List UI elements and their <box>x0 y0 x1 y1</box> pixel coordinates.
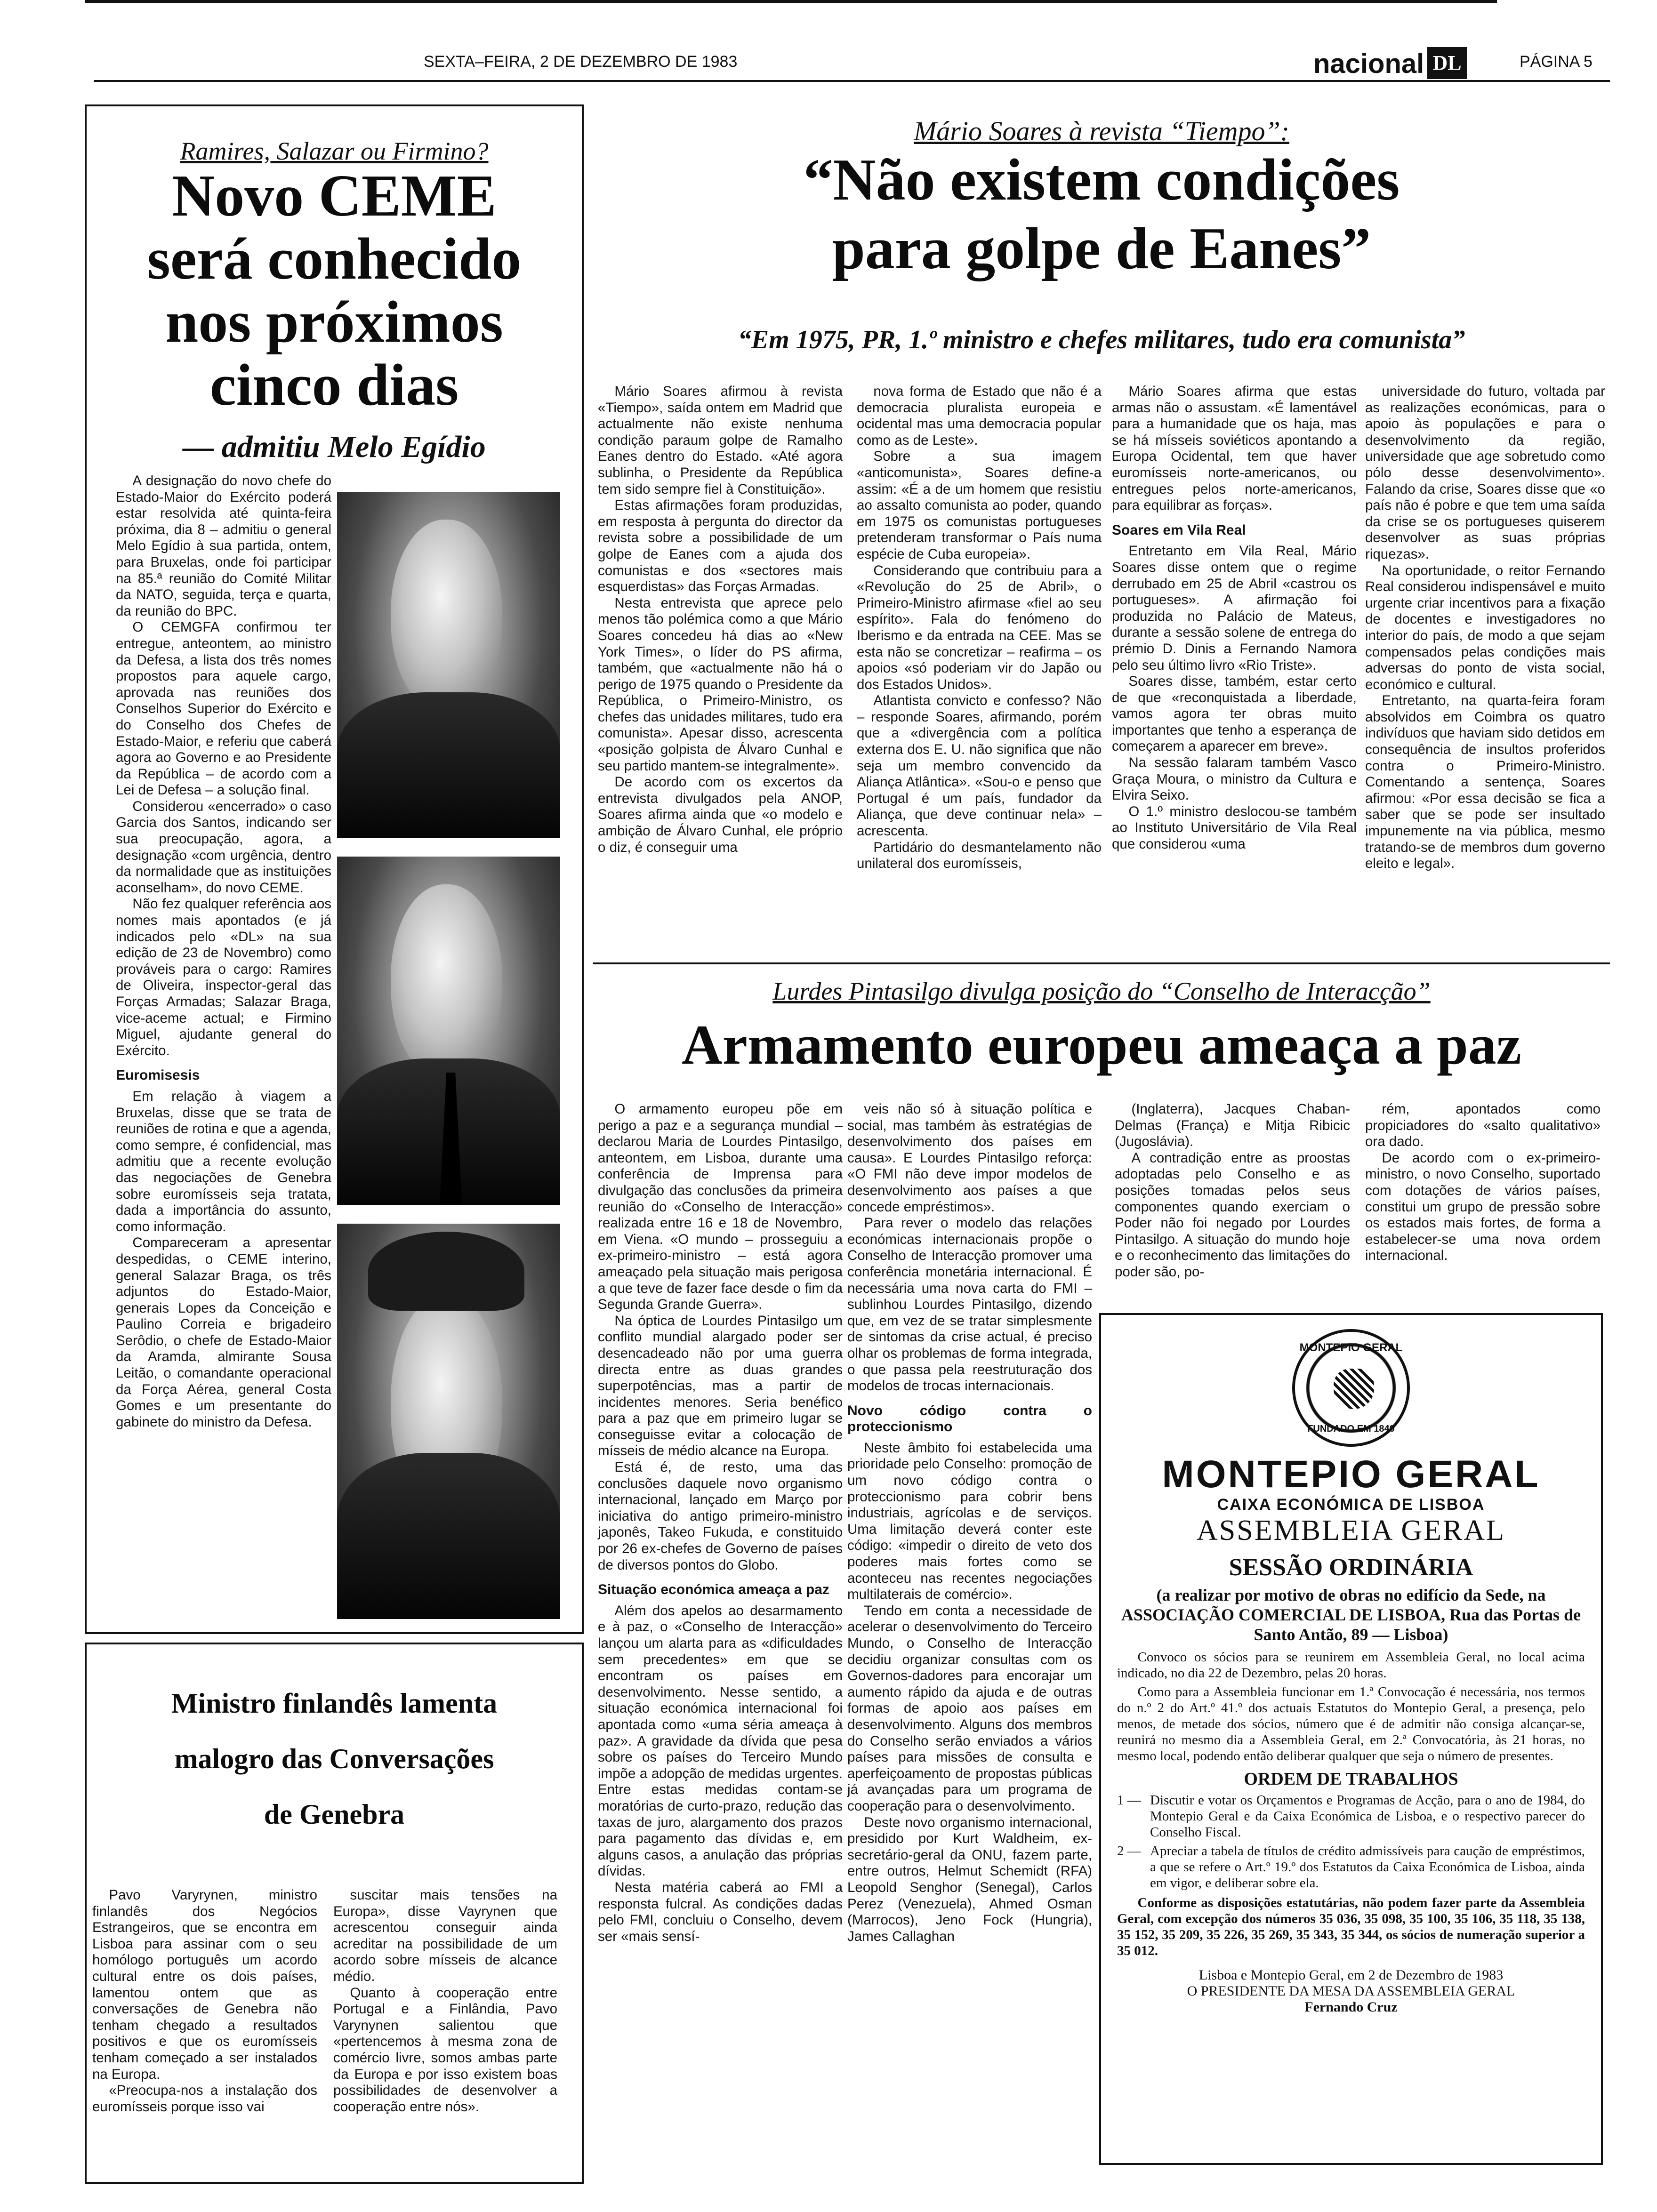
paragraph: Nesta matéria caberá ao FMI a responsta fulcral. As condições dadas pelo FMI, concluiu o Conselho, devem ser «mais sensí- <box>598 1879 843 1944</box>
soares-column-3 <box>1112 384 1357 853</box>
paragraph: rém, apontados como propiciadores do «salto qualitativo» ora dado. <box>1365 1101 1601 1150</box>
paragraph: O CEMGFA confirmou ter entregue, anteontem, ao ministro da Defesa, a lista dos três nomes propostos para aquele cargo, aprovada nas reuniões dos Conselhos Superior do Exército e do Conselho dos Chefes de Estado-Maior, e referiu que caberá agora ao Governo e ao Presidente da República – de acordo com a Lei de Defesa – a solução final. <box>116 619 331 798</box>
ad-subbrand: CAIXA ECONÓMICA DE LISBOA <box>1217 1496 1485 1514</box>
ad-agenda-number: 1 — <box>1117 1793 1141 1808</box>
armamento-column-4 <box>1365 1101 1601 1264</box>
paragraph: Mário Soares afirmou à revista «Tiempo», saída ontem em Madrid que actualmente não existe nenhuma condição paraum golpe de Ramalho Eanes dentro do Estado. «Até agora sublinha, o Presidente da República tem sido sempre fiel à Constituição». <box>598 384 843 497</box>
ad-venue: (a realizar por motivo de obras no edifício da Sede, na ASSOCIAÇÃO COMERCIAL DE LISBOA, Rua das Portas de Santo Antão, 89 — Lisboa) <box>1121 1586 1581 1644</box>
ad-provisions: Conforme as disposições estatutárias, não podem fazer parte da Assembleia Geral, com excepção dos números 35 036, 35 098, 35 100, 35 106, 35 118, 35 138, 35 152, 35 209, 35 226, 35 269, 35 343, 35 344, os sócios de numeração superior a 35 012. <box>1117 1895 1585 1958</box>
paragraph: Na sessão falaram também Vasco Graça Moura, o ministro da Cultura e Elvira Seixo. <box>1112 755 1357 803</box>
finland-column-1 <box>92 1887 317 2115</box>
paragraph: Soares disse, também, estar certo de que «reconquistada a liberdade, vamos agora ter obras muito importantes que tenho a esperança de começarem a aparecer em breve». <box>1112 673 1357 754</box>
subhead: Euromisesis <box>116 1067 200 1083</box>
section-name: nacional <box>1313 48 1424 79</box>
subhead: Situação económica ameaça a paz <box>598 1582 829 1598</box>
paragraph: Partidário do desmantelamento não unilateral dos euromísseis, <box>857 839 1102 872</box>
finland-headline-line: malogro das Conversações <box>174 1743 494 1774</box>
ceme-headline-line: nos próximos <box>165 289 503 355</box>
seal-top-text: MONTEPIO GERAL <box>1299 1341 1403 1354</box>
ad-signature-date: Lisboa e Montepio Geral, em 2 de Dezembro de 1983 <box>1199 1967 1504 1983</box>
seal-emblem-icon <box>1334 1369 1374 1409</box>
soares-headline <box>593 146 1610 283</box>
portrait-photo <box>337 492 560 838</box>
portrait-photo <box>337 857 560 1205</box>
paragraph: (Inglaterra), Jacques Chaban-Delmas (França) e Mitja Ribicic (Jugoslávia). <box>1115 1101 1350 1150</box>
montepio-seal <box>1292 1329 1410 1447</box>
paragraph: nova forma de Estado que não é a democracia pluralista europeia e ocidental mas uma democracia popular como as de Leste». <box>857 384 1102 448</box>
paragraph: Na oportunidade, o reitor Fernando Real considerou indispensável e muito urgente criar incentivos para a fixação de docentes e investigadores no interior do país, de modo a que sejam compensados pelas condições mais adversas do ponto de vista social, económico e cultural. <box>1365 562 1605 692</box>
paragraph: A designação do novo chefe do Estado-Maior do Exército poderá estar resolvida até quinta-feira próxima, dia 8 – admitiu o general Melo Egídio à sua partida, ontem, para Bruxelas, onde foi participar na 85.ª reunião do Comité Militar da NATO, seguida, terça e quarta, da reunião do BPC. <box>116 473 331 619</box>
masthead-date: SEXTA–FEIRA, 2 DE DEZEMBRO DE 1983 <box>424 53 738 71</box>
ad-agenda-item <box>1117 1792 1585 1840</box>
paragraph: A contradição entre as proostas adoptadas pelo Conselho e as posições tomadas pelos seus componentes quando exerciam o Poder não foi negado por Lourdes Pintasilgo. A situação do mundo hoje e o reconhecimento das limitações do poder são, po- <box>1115 1150 1350 1280</box>
soares-headline-line: “Não existem condições <box>803 147 1400 213</box>
masthead-rule <box>94 80 1610 82</box>
paragraph: Mário Soares afirma que estas armas não o assustam. «É lamentável para a humanidade que os haja, mas se há mísseis soviéticos apontando a Europa Ocidental, tem que haver euromísseis norte-americanos, ou entregues pelos norte-americanos, para equilibrar as forças». <box>1112 384 1357 513</box>
portrait-uniform <box>337 692 560 838</box>
paragraph: Considerou «encerrado» o caso Garcia dos Santos, indicando ser sua preocupação, agora, a designação «com urgência, dentro da normalidade que as instituições aconselham», do novo CEME. <box>116 798 331 896</box>
dl-logo <box>1427 47 1467 79</box>
paragraph: O 1.º ministro deslocou-se também ao Instituto Universitário de Vila Real que considerou «uma <box>1112 803 1357 852</box>
paragraph: Considerando que contribuiu para a «Revolução do 25 de Abril», o Primeiro-Ministro afirmase «fiel ao seu espírito». Fala do fenómeno do Iberismo e da entrada na CEE. Mas se esta não se concretizar – reafirma – os apoios «só poderiam vir do Japão ou dos Estados Unidos». <box>857 562 1102 692</box>
subhead: Novo código contra o proteccionismo <box>847 1403 1092 1435</box>
paragraph: veis não só à situação política e social, mas também às estratégias de desenvolvimento dos países em causa». E Lourdes Pintasilgo reforça: «O FMI não deve impor modelos de desenvolvimento aos países a que concede empréstimos». <box>847 1101 1092 1215</box>
ad-agenda-title: ORDEM DE TRABALHOS <box>1244 1769 1458 1789</box>
paragraph: Sobre a sua imagem «anticomunista», Soares define-a assim: «É a de um homem que resistiu ao assalto comunista ao poder, quando em 1975 os comunistas portugueses pretenderam transformar o País numa espécie de Cuba europeia». <box>857 449 1102 562</box>
paragraph: «Preocupa-nos a instalação dos euromísseis porque isso vai <box>92 2083 317 2115</box>
finland-headline-line: de Genebra <box>264 1799 405 1830</box>
portrait-face <box>391 520 502 713</box>
paragraph: Deste novo organismo internacional, presidido por Kurt Waldheim, ex-secretário-geral da ONU, fazem parte, entre outros, Helmut Schemidt (RFA) Leopold Senghor (Senegal), Carlos Perez (Venezuela), Ahmed Osman (Marrocos), Jeno Fock (Hungria), James Callaghan <box>847 1814 1092 1944</box>
ceme-headline-line: Novo CEME <box>172 163 497 229</box>
paragraph: Está é, de resto, uma das conclusões daquele novo organismo internacional, lançado em Março por iniciativa do antigo primeiro-ministro japonês, Takeo Fukuda, e constituido por 26 ex-chefes de Governo de países de diversos pontos do Globo. <box>598 1459 843 1573</box>
ad-agenda-text: Discutir e votar os Orçamentos e Programas de Acção, para o ano de 1984, do Montepio Geral e da Caixa Económica de Lisboa, e o respectivo parecer do Conselho Fiscal. <box>1150 1793 1585 1840</box>
ad-agenda-item <box>1117 1843 1585 1891</box>
ad-agenda-text: Apreciar a tabela de títulos de crédito admissíveis para caução de empréstimos, a que se refere o Art.º 19.º dos Estatutos da Caixa Económica de Lisboa, ainda em vigor, e deliberar sobre ela. <box>1150 1843 1585 1891</box>
paragraph: Compareceram a apresentar despedidas, o CEME interino, general Salazar Braga, os três adjuntos do Estado-Maior, generais Lopes da Conceição e Paulino Correia e brigadeiro Serôdio, o chefe de Estado-Maior da Aramda, almirante Sousa Leitão, o comandante operacional da Força Aérea, general Costa Gomes e um presentante do gabinete do ministro da Defesa. <box>116 1235 331 1430</box>
armamento-column-2 <box>847 1101 1092 1945</box>
portrait-face <box>391 884 502 1079</box>
paragraph: Neste âmbito foi estabelecida uma prioridade pelo Conselho: promoção de um novo código contra o proteccionismo para cobrir bens industriais, agrícolas e de serviços. Uma limitação deverá conter este código: «impedir o direito de veto dos poderes mais fortes como se aconteceu nas recentes negociações multilaterais de comércio». <box>847 1440 1092 1603</box>
ad-signature-name: Fernando Cruz <box>1304 1999 1398 2015</box>
soares-column-4 <box>1365 384 1605 872</box>
soares-headline-line: para golpe de Eanes” <box>832 216 1371 281</box>
finland-headline-line: Ministro finlandês lamenta <box>171 1688 498 1719</box>
paragraph: Tendo em conta a necessidade de acelerar o desenvolvimento do Terceiro Mundo, o Conselho de Interacção decidiu organizar consultas com os Governos-dadores para encorajar um aumento rápido da ajuda e de outras formas de apoio aos países em desenvolvimento. Alguns dos membros do Conselho serão enviados a vários países para missões de consulta e aperfeiçoamento de propostas públicas já avançadas para um programa de cooperação para o desenvolvimento. <box>847 1603 1092 1814</box>
paragraph: Estas afirmações foram produzidas, em resposta à pergunta do director da revista sobre a possibilidade de um golpe de Eanes com a ajuda dos comunistas e dos «sectores mais esquerdistas» das Forças Armadas. <box>598 497 843 595</box>
page-number: PÁGINA 5 <box>1520 53 1593 71</box>
armamento-column-1 <box>598 1101 843 1945</box>
ceme-column <box>116 473 331 1430</box>
ceme-headline-line: cinco dias <box>209 353 459 418</box>
ad-signature-role: O PRESIDENTE DA MESA DA ASSEMBLEIA GERAL <box>1187 1983 1515 1999</box>
ceme-headline <box>89 165 579 417</box>
paragraph: Em relação à viagem a Bruxelas, disse que se trata de reuniões de rotina e que a agenda, como sempre, é confidencial, mas admitiu que a recente evolução das negociações de Genebra sobre euromísseis seja tratata, dada a importância do assunto, como informação. <box>116 1088 331 1234</box>
paragraph: Entretanto, na quarta-feira foram absolvidos em Coimbra os quatro indivíduos que haviam sido detidos em consequência de insultos proferidos contra o Primeiro-Ministro. Comentando a sentença, Soares afirmou: «Por essa decisão se fica a saber que se pode ser insultado impunemente na via pública, mesmo tratando-se de membros dum governo eleito e legal». <box>1365 693 1605 872</box>
masthead <box>0 0 1657 94</box>
subhead: Soares em Vila Real <box>1112 522 1246 538</box>
soares-kicker: Mário Soares à revista “Tiempo”: <box>913 116 1290 146</box>
paragraph: Quanto à cooperação entre Portugal e a Finlândia, Pavo Varynynen salientou que «pertencemos à mesma zona de comércio livre, somos ambas parte da Europa e por isso existem boas possibilidades de desenvolver a cooperação entre nós». <box>333 1985 557 2115</box>
soares-deck: “Em 1975, PR, 1.º ministro e chefes militares, tudo era comunista” <box>738 325 1465 354</box>
paragraph: Na óptica de Lourdes Pintasilgo um conflito mundial alargado poder ser desencadeado não por uma guerra directa entre as duas grandes superpotências, mas a partir de incidentes menores. Seria benéfico para a paz que em primeiro lugar se conseguisse evitar a colocação de mísseis de médio alcance na Europa. <box>598 1313 843 1459</box>
portrait-uniform <box>337 1453 560 1619</box>
paragraph: De acordo com o ex-primeiro-ministro, o novo Conselho, suportado com dotações de vários países, constitui um grupo de pressão sobre os estados mais fortes, de forma a estabelecer-se uma nova ordem internacional. <box>1365 1150 1601 1264</box>
finland-headline <box>89 1675 579 1842</box>
finland-column-2 <box>333 1887 557 2115</box>
portrait-photo <box>337 1224 560 1619</box>
top-rule <box>85 0 1497 3</box>
paragraph: Não fez qualquer referência aos nomes mais apontados (e já indicados pelo «DL» na sua edição de 23 de Novembro) como prováveis para o cargo: Ramires de Oliveira, inspector-geral das Forças Armadas; Salazar Braga, vice-aceme actual; e Firmino Miguel, ajudante general do Exército. <box>116 896 331 1058</box>
soares-column-1 <box>598 384 843 856</box>
armamento-kicker: Lurdes Pintasilgo divulga posição do “Conselho de Interacção” <box>772 977 1431 1005</box>
ad-title: ASSEMBLEIA GERAL <box>1197 1515 1505 1547</box>
ad-convocation: Convoco os sócios para se reunirem em Assembleia Geral, no local acima indicado, no dia 22 de Dezembro, pelas 20 horas. <box>1117 1650 1585 1681</box>
ceme-byline: — admitiu Melo Egídio <box>183 430 486 464</box>
ad-agenda-number: 2 — <box>1117 1843 1141 1859</box>
paragraph: suscitar mais tensões na Europa», disse Vayrynen que acrescentou conseguir ainda acreditar na possibilidade de um acordo sobre mísseis de alcance médio. <box>333 1887 557 1984</box>
paragraph: Nesta entrevista que aprece pelo menos tão polémica como a que Mário Soares concedeu há dias ao «New York Times», o líder do PS afirma, também, que «actualmente não há o perigo de 1975 quando o Presidente da República, o Primeiro-Ministro, os chefes das unidades militares, tudo era comunista». Apesar disso, acrescenta «posição golpista de Álvaro Cunhal e seu partido mantem-se integralmente». <box>598 595 843 774</box>
armamento-column-3 <box>1115 1101 1350 1281</box>
ad-brand: MONTEPIO GERAL <box>1162 1453 1540 1496</box>
armamento-headline: Armamento europeu ameaça a paz <box>681 1013 1522 1076</box>
paragraph: Entretanto em Vila Real, Mário Soares disse ontem que o regime derrubado em 25 de Abril «castrou os portugueses». A afirmação foi produzida no Palácio de Mateus, durante a sessão solene de entrega do prémio D. Dinis a Fernando Namora pelo seu último livro «Rio Triste». <box>1112 543 1357 673</box>
paragraph: Para rever o modelo das relações económicas internacionais propõe o Conselho de Interacção promover uma conferência monetária internacional. É necessária uma nova carta do FMI – sublinhou Lourdes Pintasilgo, dizendo que, em vez de se tratar simplesmente de sintomas da crise actual, é preciso olhar os problemas de forma integrada, o que passa pela reestruturação dos modelos de trocas internacionais. <box>847 1215 1092 1394</box>
paragraph: O armamento europeu põe em perigo a paz e a segurança mundial – declarou Maria de Lourdes Pintasilgo, anteontem, em Lisboa, durante uma conferência de Imprensa para divulgação das conclusões da primeira reunião do «Conselho de Interacção» realizada entre 16 e 18 de Novembro, em Viena. «O mundo – prosseguiu a ex-primeiro-ministro – está agora ameaçado pela situação mais perigosa a que teve de fazer face desde o fim da Segunda Grande Guerra». <box>598 1101 843 1313</box>
ad-session: SESSÃO ORDINÁRIA <box>1229 1554 1473 1581</box>
montepio-advertisement <box>1099 1313 1603 2165</box>
paragraph: Além dos apelos ao desarmamento e à paz, o «Conselho de Interacção» lançou um alarta para as «dificuldades sem precedentes» em que se encontram os países em desenvolvimento. Nesse sentido, a situação económica internacional foi apontada como «uma séria ameaça à paz». A gravidade da dívida que pesa sobre os países do Terceiro Mundo impõe a adopção de medidas urgentes. Entre estas medidas contam-se moratórias de curto-prazo, redução das taxas de juro, alargamento dos prazos para pagamento das dívidas e, em alguns casos, a anulação das próprias dívidas. <box>598 1603 843 1879</box>
dl-logo-letters: DL <box>1432 51 1462 74</box>
paragraph: Pavo Varyrynen, ministro finlandês dos Negócios Estrangeiros, que se encontra em Lisboa para assinar com o seu homólogo português um acordo cultural entre os dois países, lamentou ontem que as conversações de Genebra não tenham chegado a resultados positivos e que os euromísseis tenham começado a ser instalados na Europa. <box>92 1887 317 2082</box>
paragraph: universidade do futuro, voltada par as realizações económicas, para o apoio às populações e para o desenvolvimento da região, universidade que age sobretudo como pólo desse desenvolvimento». Falando da crise, Soares disse que «o país não é pobre e que tem uma saída da crise se os portugueses quiserem desenvolver as suas próprias riquezas». <box>1365 384 1605 562</box>
portrait-military-cap <box>368 1232 524 1311</box>
ad-quorum: Como para a Assembleia funcionar em 1.ª Convocação é necessária, nos termos do n.º 2 do Art.º 41.º dos actuais Estatutos do Montepio Geral, a presença, pelo menos, de metade dos sócios, número que é de admitir não consiga alcançar-se, reunirá no mesmo dia a Assembleia Geral, em 2.ª Convocatória, às 21 horas, no mesmo local, podendo então deliberar qualquer que seja o número de presentes. <box>1117 1684 1585 1763</box>
soares-column-2 <box>857 384 1102 872</box>
ceme-kicker: Ramires, Salazar ou Firmino? <box>180 137 489 165</box>
paragraph: De acordo com os excertos da entrevista divulgados pela ANOP, Soares afirma ainda que «o modelo e ambição de Álvaro Cunhal, ele próprio o diz, é conseguir uma <box>598 774 843 855</box>
ceme-headline-line: será conhecido <box>147 226 522 292</box>
seal-bottom-text: FUNDADO EM 1840 <box>1307 1424 1395 1434</box>
paragraph: Atlantista convicto e confesso? Não – responde Soares, afirmando, porém que a «divergência com a política externa dos E. U. não significa que não seja um membro convencido da Aliança Atlântica». «Sou-o e penso que Portugal é um país, fundador da Aliança, que deve continuar nela» – acrescenta. <box>857 693 1102 839</box>
section-divider <box>593 962 1610 964</box>
